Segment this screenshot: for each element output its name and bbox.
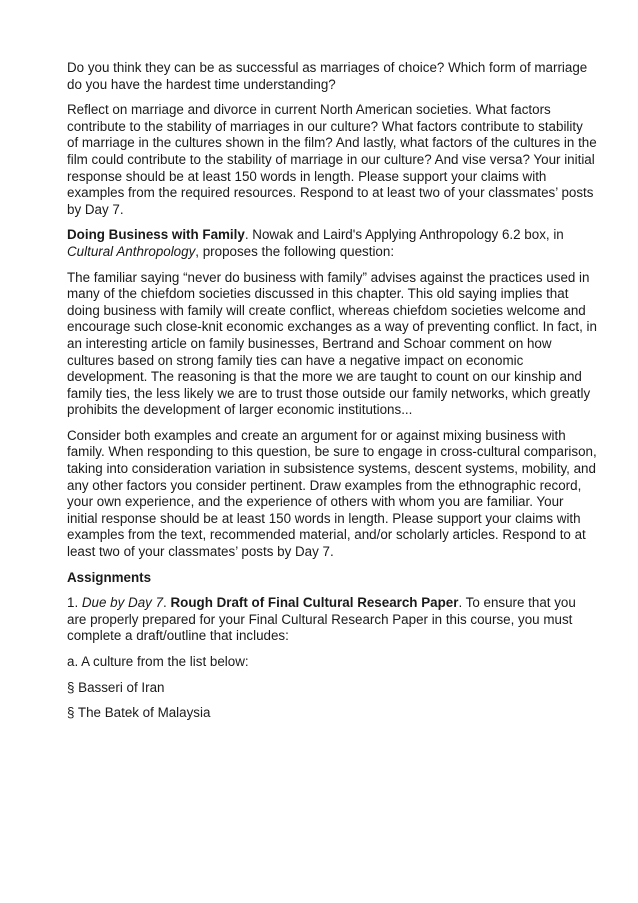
sub-item-a: a. A culture from the list below: (67, 654, 249, 669)
document-page (67, 60, 597, 731)
due-date: Due by Day 7 (81, 595, 164, 611)
intro-text-b: , proposes the following question: (195, 243, 395, 259)
paragraph-marriage-question: Do you think they can be as successful as marriages of choice? Which form of marriage do you have the hardest time understanding? (67, 60, 588, 92)
section-title-doing-business: Doing Business with Family (67, 227, 245, 243)
item-separator: . (163, 595, 171, 611)
paragraph-consider-examples: Consider both examples and create an argument for or against mixing business with family. When responding to this question, be sure to engage in cross-cultural comparison, taking into consideration variation in subsistence systems, descent systems, mobility, and any other factors you consider pertinent. Draw examples from the ethnographic record, your own experience, and the experience of others with whom you are familiar. Your initial response should be at least 150 words in length. Please support your claims with examples from the text, recommended material, and/or scholarly articles. Respond to at least two of your classmates’ posts by Day 7. (67, 427, 597, 560)
assignments-heading: Assignments (67, 569, 152, 585)
assignment-text: . To ensure that you are properly prepared for your Final Cultural Research Paper in this course, you must complete a draft/outline that includes: (67, 595, 576, 644)
culture-list-item: § The Batek of Malaysia (67, 705, 211, 721)
paragraph-familiar-saying: The familiar saying “never do business with family” advises against the practices used in many of the chiefdom societies discussed in this chapter. This old saying implies that doing business with family will create conflict, whereas chiefdom societies welcome and encourage such close-knit economic exchanges as a way of preventing conflict. In fact, in an interesting article on family businesses, Bertrand and Schoar comment on how cultures based on strong family ties can have a negative impact on economic development. The reasoning is that the more we are taught to count on our kinship and family ties, the less likely we are to trust those outside our family networks, which greatly prohibits the development of larger economic institutions... (67, 269, 597, 418)
paragraph-reflect-marriage: Reflect on marriage and divorce in current North American societies. What factors contribute to the stability of marriages in our culture? What factors contribute to stability of marriage in the cultures shown in the film? And lastly, what factors of the cultures in the film could contribute to the stability of marriage in our culture? And vise versa? Your initial response should be at least 150 words in length. Please support your claims with examples from the required resources. Respond to at least two of your classmates’ posts by Day 7. (67, 102, 597, 217)
assignment-title: Rough Draft of Final Cultural Research Paper (170, 595, 459, 611)
book-title: Cultural Anthropology (67, 243, 196, 259)
paragraph-business-family-intro (67, 227, 597, 260)
assignment-item-1 (67, 595, 597, 645)
item-number: 1. (67, 595, 82, 611)
intro-text-a: . Nowak and Laird's Applying Anthropology 6.2 box, in (244, 227, 564, 243)
culture-list-item: § Basseri of Iran (67, 679, 165, 695)
